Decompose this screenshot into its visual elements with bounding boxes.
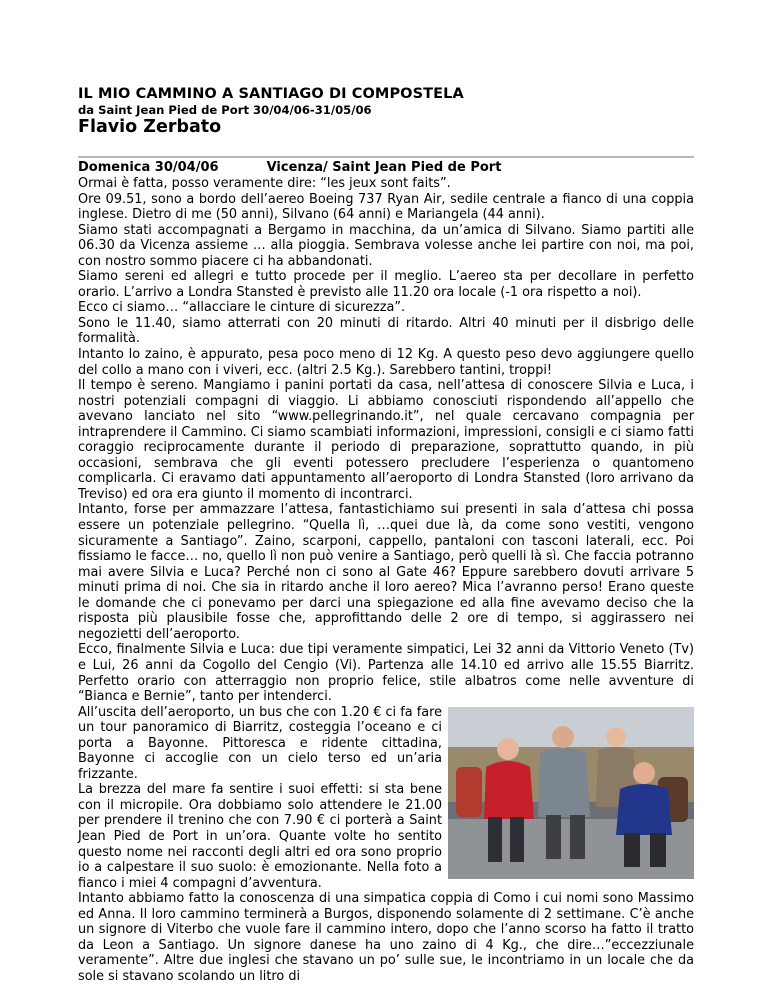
group-photo-image	[448, 707, 694, 879]
group-photo	[448, 707, 694, 879]
paragraph: Intanto abbiamo fatto la conoscenza di una simpatica coppia di Como i cui nomi sono Massimo ed Anna. Il loro cammino terminerà a Burgos, disponendo solamente di 2 settimane. C’è anche un signore di Viterbo che vuole fare il cammino intero, dopo che l’anno scorso ha fatto il tratto da Leon a Santiago. Un signore danese ha uno zaino di 4 Kg., che dire…”eccezziunale veramente”. Altre due inglesi che stavano un po’ sulle sue, le incontriamo in un locale che da sole si stavano scolando un litro di	[78, 891, 694, 984]
paragraph: Ecco, finalmente Silvia e Luca: due tipi veramente simpatici, Lei 32 anni da Vittorio Veneto (Tv) e Lui, 26 anni da Cogollo del Cengio (Vi). Partenza alle 14.10 ed arrivo alle 15.55 Biarritz. Perfetto orario con atterraggio non proprio felice, stile albatros come nelle avventure di “Bianca e Bernie”, tanto per intenderci.	[78, 642, 694, 705]
paragraph: Intanto, forse per ammazzare l’attesa, fantastichiamo sui presenti in sala d’attesa chi possa essere un potenziale pellegrino. “Quella lì, …quei due là, da come sono vestiti, vengono sicuramente a Santiago”. Zaino, scarponi, cappello, pantaloni con tasconi laterali, ecc. Poi fissiamo le facce… no, quello lì non può venire a Santiago, però quelli là sì. Che faccia potranno mai avere Silvia e Luca? Perché non ci sono al Gate 46? Eppure sarebbero dovuti arrivare 5 minuti prima di noi. Che sia in ritardo anche il loro aereo? Mica l’avranno perso! Erano queste le domande che ci ponevamo per darci una spiegazione ed alla fine avevamo deciso che la risposta più plausibile fosse che, approfittando delle 2 ore di tempo, si aggirassero nei negozietti dell’aeroporto.	[78, 502, 694, 642]
day-route: Vicenza/ Saint Jean Pied de Port	[266, 160, 502, 175]
document-subtitle: da Saint Jean Pied de Port 30/04/06-31/05/06	[78, 103, 372, 117]
paragraph: Il tempo è sereno. Mangiamo i panini portati da casa, nell’attesa di conoscere Silvia e Luca, i nostri potenziali compagni di viaggio. Li abbiamo conosciuti rispondendo all’appello che avevano lanciato nel sito “www.pellegrinando.it”, nel quale cercavano compagnia per intraprendere il Cammino. Ci siamo scambiati informazioni, impressioni, consigli e ci siamo fatti coraggio reciprocamente durante il periodo di preparazione, soprattutto quando, in più occasioni, sembrava che gli eventi potessero precludere l’esperienza o quantomeno complicarla. Ci eravamo dati appuntamento all’aeroporto di Londra Stansted (loro arrivano da Treviso) ed ora era giunto il momento di incontrarci.	[78, 378, 694, 502]
author-name: Flavio Zerbato	[78, 117, 222, 137]
day-date: Domenica 30/04/06	[78, 160, 219, 175]
paragraph: All’uscita dell’aeroporto, un bus che con 1.20 € ci fa fare un tour panoramico di Biarritz, costeggia l’oceano e ci porta a Bayonne. Pittoresca e ridente cittadina, Bayonne ci accoglie con un cielo terso ed un’aria frizzante.	[78, 704, 442, 782]
document-title: IL MIO CAMMINO A SANTIAGO DI COMPOSTELA	[78, 86, 464, 102]
paragraph: Siamo stati accompagnati a Bergamo in macchina, da un’amica di Silvano. Siamo partiti alle 06.30 da Vicenza assieme … alla pioggia. Sembrava volesse anche lei partire con noi, ma poi, con nostro sommo piacere ci ha abbandonati.	[78, 222, 694, 269]
paragraph: Ecco ci siamo… “allacciare le cinture di sicurezza”.	[78, 300, 406, 316]
paragraph: Ore 09.51, sono a bordo dell’aereo Boeing 737 Ryan Air, sedile centrale a fianco di una coppia inglese. Dietro di me (50 anni), Silvano (64 anni) e Mariangela (44 anni).	[78, 191, 694, 223]
paragraph: La brezza del mare fa sentire i suoi effetti: si sta bene con il micropile. Ora dobbiamo solo attendere le 21.00 per prendere il trenino che con 7.90 € ci porterà a Saint Jean Pied de Port in un’ora. Quante volte ho sentito questo nome nei racconti degli altri ed ora sono proprio io a calpestare il suo suolo: è emozionante. Nella foto a fianco i miei 4 compagni d’avventura.	[78, 782, 442, 891]
diary-body	[78, 176, 694, 984]
paragraph: Intanto lo zaino, è appurato, pesa poco meno di 12 Kg. A questo peso devo aggiungere quello del collo a mano con i viveri, ecc. (altri 2.5 Kg.). Sarebbero tantini, troppi!	[78, 347, 694, 378]
paragraph: Siamo sereni ed allegri e tutto procede per il meglio. L’aereo sta per decollare in perfetto orario. L’arrivo a Londra Stansted è previsto alle 11.20 ora locale (-1 ora rispetto a noi).	[78, 269, 694, 300]
document-page	[78, 86, 694, 984]
paragraph: Ormai è fatta, posso veramente dire: “les jeux sont faits”.	[78, 176, 451, 191]
day-heading	[78, 160, 694, 176]
paragraph: Sono le 11.40, siamo atterrati con 20 minuti di ritardo. Altri 40 minuti per il disbrigo delle formalità.	[78, 315, 694, 347]
header-divider	[78, 156, 694, 158]
